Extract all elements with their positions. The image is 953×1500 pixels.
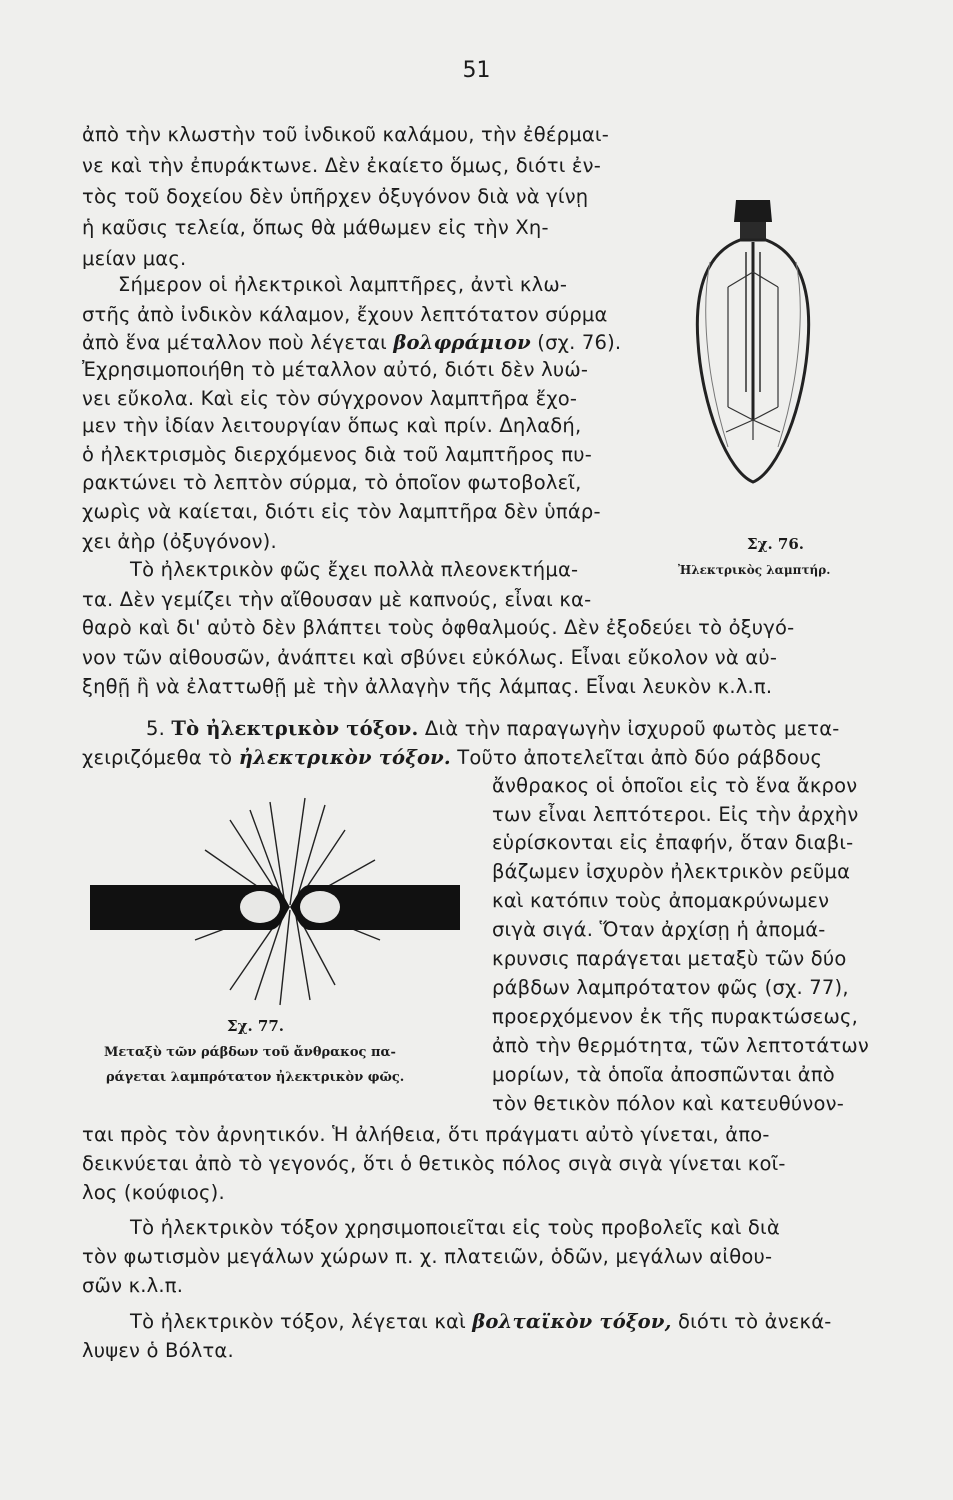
text-line: χωρὶς νὰ καίεται, διότι εἰς τὸν λαμπτῆρα δὲν ὑπάρ- [82, 500, 601, 523]
text-line: στῆς ἀπὸ ἰνδικὸν κάλαμον, ἔχουν λεπτότατον σύρμα [82, 303, 608, 326]
section-heading: Τὸ ἠλεκτρικὸν τόξον. [171, 717, 419, 740]
text-line [82, 330, 621, 356]
page-number: 51 [462, 58, 491, 83]
text-line: Σήμερον οἱ ἠλεκτρικοὶ λαμπτῆρες, ἀντὶ κλω- [118, 273, 568, 296]
text-line: σῶν κ.λ.π. [82, 1274, 184, 1297]
text-run: χειριζόμεθα τὸ [82, 746, 239, 769]
text-line: προερχόμενον ἐκ τῆς πυρακτώσεως, [492, 1005, 859, 1028]
text-run: (σχ. 76). [530, 331, 622, 354]
text-line: τὸν φωτισμὸν μεγάλων χώρων π. χ. πλατειῶν, ὁδῶν, μεγάλων αἰθου- [82, 1245, 773, 1268]
text-line: των εἶναι λεπτότεροι. Εἰς τὴν ἀρχὴν [492, 803, 859, 826]
figure-77-label: Σχ. 77. [227, 1017, 285, 1035]
text-run: Τὸ ἠλεκτρικὸν τόξον, λέγεται καὶ [130, 1310, 473, 1333]
text-run: Τοῦτο ἀποτελεῖται ἀπὸ δύο ράβδους [450, 746, 823, 769]
text-run: διότι τὸ ἀνεκά- [671, 1310, 832, 1333]
term-voltaic-arc: βολταϊκὸν τόξον, [472, 1310, 672, 1333]
figure-77-caption-line: ράγεται λαμπρότατον ἠλεκτρικὸν φῶς. [106, 1070, 405, 1085]
text-line: Τὸ ἠλεκτρικὸν τόξον χρησιμοποιεῖται εἰς τοὺς προβολεῖς καὶ διὰ [130, 1216, 780, 1239]
text-line: νει εὔκολα. Καὶ εἰς τὸν σύγχρονον λαμπτῆρα ἔχο- [82, 387, 578, 410]
text-line: νε καὶ τὴν ἐπυράκτωνε. Δὲν ἐκαίετο ὅμως, διότι ἐν- [82, 154, 601, 177]
text-line: χει ἀὴρ (ὀξυγόνον). [82, 530, 277, 553]
text-line: μεν τὴν ἰδίαν λειτουργίαν ὅπως καὶ πρίν. Δηλαδή, [82, 414, 582, 437]
text-line: τὸς τοῦ δοχείου δὲν ὑπῆρχεν ὀξυγόνον διὰ νὰ γίνῃ [82, 185, 589, 208]
text-line: βάζωμεν ἰσχυρὸν ἠλεκτρικὸν ρεῦμα [492, 860, 851, 883]
text-line: ξηθῇ ἢ νὰ ἐλαττωθῇ μὲ τὴν ἀλλαγὴν τῆς λάμπας. Εἶναι λευκὸν κ.λ.π. [82, 675, 773, 698]
figure-77-caption-line: Μεταξὺ τῶν ράβδων τοῦ ἄνθρακος πα- [104, 1045, 396, 1060]
figure-76-caption: Ἠλεκτρικὸς λαμπτήρ. [678, 563, 831, 577]
text-line: θαρὸ καὶ δι' αὐτὸ δὲν βλάπτει τοὺς ὀφθαλμούς. Δὲν ἐξοδεύει τὸ ὀξυγό- [82, 616, 795, 639]
text-line: δεικνύεται ἀπὸ τὸ γεγονός, ὅτι ὁ θετικὸς πόλος σιγὰ σιγὰ γίνεται κοῖ- [82, 1152, 786, 1175]
text-line: νον τῶν αἰθουσῶν, ἀνάπτει καὶ σβύνει εὐκόλως. Εἶναι εὔκολον νὰ αὐ- [82, 646, 778, 669]
text-line [82, 745, 822, 771]
text-line: μορίων, τὰ ὁποῖα ἀποσπῶνται ἀπὸ [492, 1063, 835, 1086]
text-line [130, 1309, 832, 1335]
text-line: ἀπὸ τὴν θερμότητα, τῶν λεπτοτάτων [492, 1034, 869, 1057]
text-line: εὑρίσκονται εἰς ἐπαφήν, ὅταν διαβι- [492, 831, 854, 854]
text-line: ἄνθρακος οἱ ὁποῖοι εἰς τὸ ἕνα ἄκρον [492, 774, 858, 797]
text-run: Διὰ τὴν παραγωγὴν ἰσχυροῦ φωτὸς μετα- [418, 717, 840, 740]
text-line: σιγὰ σιγά. Ὅταν ἀρχίσῃ ἡ ἀπομά- [492, 918, 826, 941]
text-line: ται πρὸς τὸν ἀρνητικόν. Ἡ ἀλήθεια, ὅτι πράγματι αὐτὸ γίνεται, ἀπο- [82, 1123, 770, 1146]
text-line: λυψεν ὁ Βόλτα. [82, 1339, 234, 1362]
text-line: τὸν θετικὸν πόλον καὶ κατευθύνον- [492, 1092, 844, 1115]
text-line: ὁ ἠλεκτρισμὸς διερχόμενος διὰ τοῦ λαμπτῆρος πυ- [82, 443, 592, 466]
term-bolframion: βολφράμιον [393, 331, 531, 354]
text-line: ἡ καῦσις τελεία, ὅπως θὰ μάθωμεν εἰς τὴν Χη- [82, 216, 549, 239]
text-line: Τὸ ἠλεκτρικὸν φῶς ἔχει πολλὰ πλεονεκτήμα- [130, 558, 579, 581]
figure-76-label: Σχ. 76. [747, 535, 805, 553]
text-line: τα. Δὲν γεμίζει τὴν αἴθουσαν μὲ καπνούς, εἶναι κα- [82, 588, 592, 611]
text-line: ράβδων λαμπρότατον φῶς (σχ. 77), [492, 976, 849, 999]
text-line: ρακτώνει τὸ λεπτὸν σύρμα, τὸ ὁποῖον φωτοβολεῖ, [82, 471, 582, 494]
lamp-illustration [688, 192, 818, 492]
text-line: καὶ κατόπιν τοὺς ἀπομακρύνωμεν [492, 889, 830, 912]
text-line: ἀπὸ τὴν κλωστὴν τοῦ ἰνδικοῦ καλάμου, τὴν ἐθέρμαι- [82, 123, 609, 146]
text-line: Ἐχρησιμοποιήθη τὸ μέταλλον αὐτό, διότι δὲν λυώ- [82, 358, 589, 381]
arc-illustration [80, 790, 470, 1010]
text-line [146, 716, 840, 742]
text-line: κρυνσις παράγεται μεταξὺ τῶν δύο [492, 947, 847, 970]
text-line: μείαν μας. [82, 247, 187, 270]
text-run: ἀπὸ ἕνα μέταλλον ποὺ λέγεται [82, 331, 394, 354]
term-electric-arc: ἠλεκτρικὸν τόξον. [238, 746, 451, 769]
section-number: 5. [146, 717, 172, 740]
text-line: λος (κούφιος). [82, 1181, 225, 1204]
